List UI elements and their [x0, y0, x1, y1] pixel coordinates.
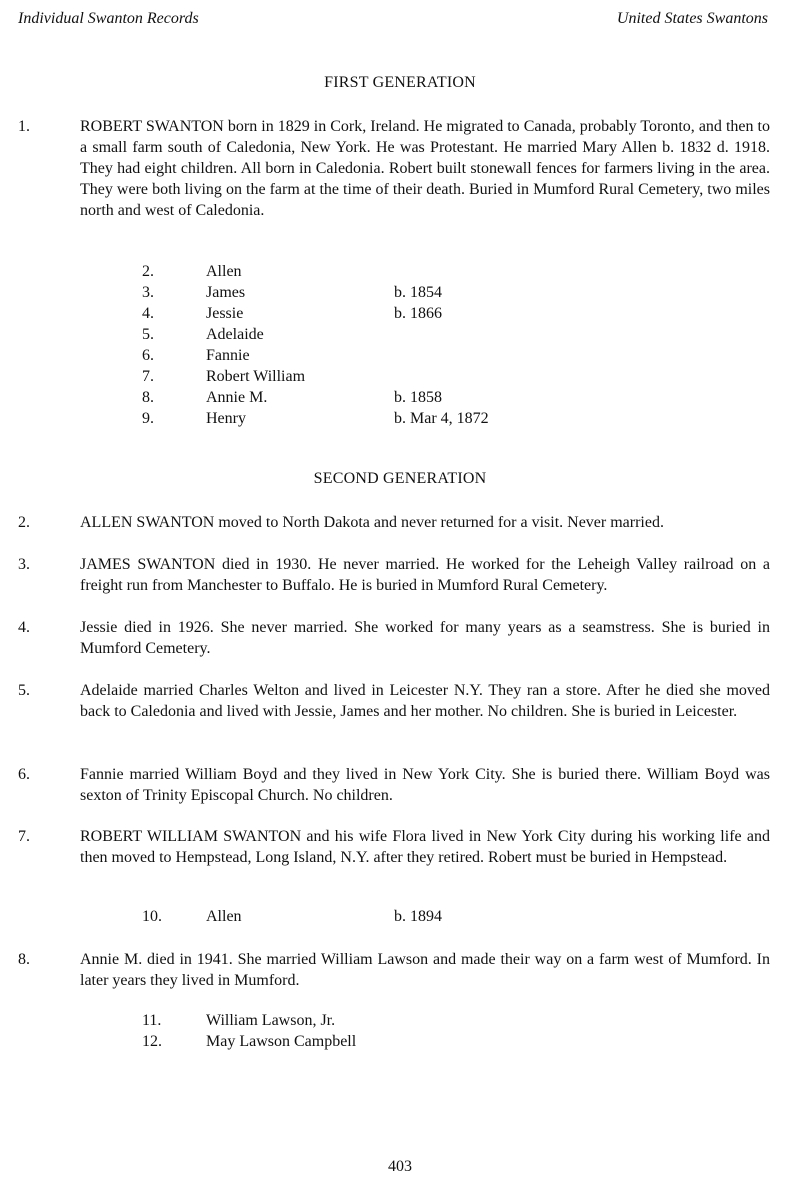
child-name: May Lawson Campbell — [206, 1033, 357, 1050]
child-birth: b. Mar 4, 1872 — [394, 410, 489, 427]
entry-number: 7. — [18, 828, 30, 845]
entry-number: 5. — [18, 682, 30, 699]
child-row — [0, 906, 800, 927]
child-number: 10. — [142, 908, 162, 925]
child-name: Allen — [206, 263, 242, 280]
child-number: 5. — [142, 326, 154, 343]
child-number: 12. — [142, 1033, 162, 1050]
entry-number: 2. — [18, 514, 30, 531]
children-list-robert-william — [0, 906, 800, 927]
child-row — [0, 408, 800, 429]
child-number: 6. — [142, 347, 154, 364]
entry-number: 1. — [18, 118, 30, 135]
child-row — [0, 261, 800, 282]
header-right-title: United States Swantons — [616, 10, 768, 27]
child-number: 2. — [142, 263, 154, 280]
entry-text: Jessie died in 1926. She never married. She worked for many years as a seamstress. She is buried in Mumford Cemetery. — [80, 619, 770, 657]
header-left-title: Individual Swanton Records — [18, 10, 199, 27]
entry-text: Annie M. died in 1941. She married William Lawson and made their way on a farm west of Mumford. In later years they lived in Mumford. — [80, 951, 770, 989]
child-number: 7. — [142, 368, 154, 385]
child-birth: b. 1866 — [394, 305, 442, 322]
child-row — [0, 345, 800, 366]
entry-text: ALLEN SWANTON moved to North Dakota and never returned for a visit. Never married. — [80, 514, 664, 531]
child-name: Henry — [206, 410, 246, 427]
child-name: Fannie — [206, 347, 250, 364]
child-row — [0, 1010, 800, 1031]
second-generation-heading: SECOND GENERATION — [313, 470, 487, 487]
children-list-robert — [0, 261, 800, 429]
child-name: Robert William — [206, 368, 306, 385]
child-number: 3. — [142, 284, 154, 301]
entry-text: JAMES SWANTON died in 1930. He never married. He worked for the Leheigh Valley railroad on a freight run from Manchester to Buffalo. He is buried in Mumford Rural Cemetery. — [80, 556, 770, 594]
child-row — [0, 324, 800, 345]
entry-text: Adelaide married Charles Welton and lived in Leicester N.Y. They ran a store. After he died she moved back to Caledonia and lived with Jessie, James and her mother. No children. She is buried in Leicester. — [80, 682, 770, 720]
child-row — [0, 303, 800, 324]
child-number: 4. — [142, 305, 154, 322]
child-name: Jessie — [206, 305, 244, 322]
child-birth: b. 1894 — [394, 908, 442, 925]
entry-text: ROBERT SWANTON born in 1829 in Cork, Ireland. He migrated to Canada, probably Toronto, and then to a small farm south of Caledonia, New York. He was Protestant. He married Mary Allen b. 1832 d. 1918. They had eight children. All born in Caledonia. Robert built stonewall fences for farmers living in the area. They were both living on the farm at the time of their death. Buried in Mumford Rural Cemetery, two miles north and west of Caledonia. — [80, 118, 770, 219]
first-generation-heading: FIRST GENERATION — [324, 74, 476, 91]
child-number: 8. — [142, 389, 154, 406]
entry-number: 8. — [18, 951, 30, 968]
entry-number: 3. — [18, 556, 30, 573]
entry-number: 4. — [18, 619, 30, 636]
child-name: Annie M. — [206, 389, 268, 406]
child-name: James — [206, 284, 246, 301]
child-number: 11. — [142, 1012, 162, 1029]
child-name: William Lawson, Jr. — [206, 1012, 336, 1029]
child-name: Adelaide — [206, 326, 264, 343]
child-row — [0, 282, 800, 303]
child-row — [0, 1031, 800, 1052]
entry-number: 6. — [18, 766, 30, 783]
child-row — [0, 387, 800, 408]
entry-text: ROBERT WILLIAM SWANTON and his wife Flora lived in New York City during his working life and then moved to Hempstead, Long Island, N.Y. after they retired. Robert must be buried in Hempstead. — [80, 828, 770, 866]
child-birth: b. 1854 — [394, 284, 442, 301]
child-birth: b. 1858 — [394, 389, 442, 406]
children-list-annie — [0, 1010, 800, 1052]
entry-text: Fannie married William Boyd and they lived in New York City. She is buried there. William Boyd was sexton of Trinity Episcopal Church. No children. — [80, 766, 770, 804]
child-row — [0, 366, 800, 387]
page-number: 403 — [388, 1158, 412, 1175]
child-number: 9. — [142, 410, 154, 427]
child-name: Allen — [206, 908, 242, 925]
